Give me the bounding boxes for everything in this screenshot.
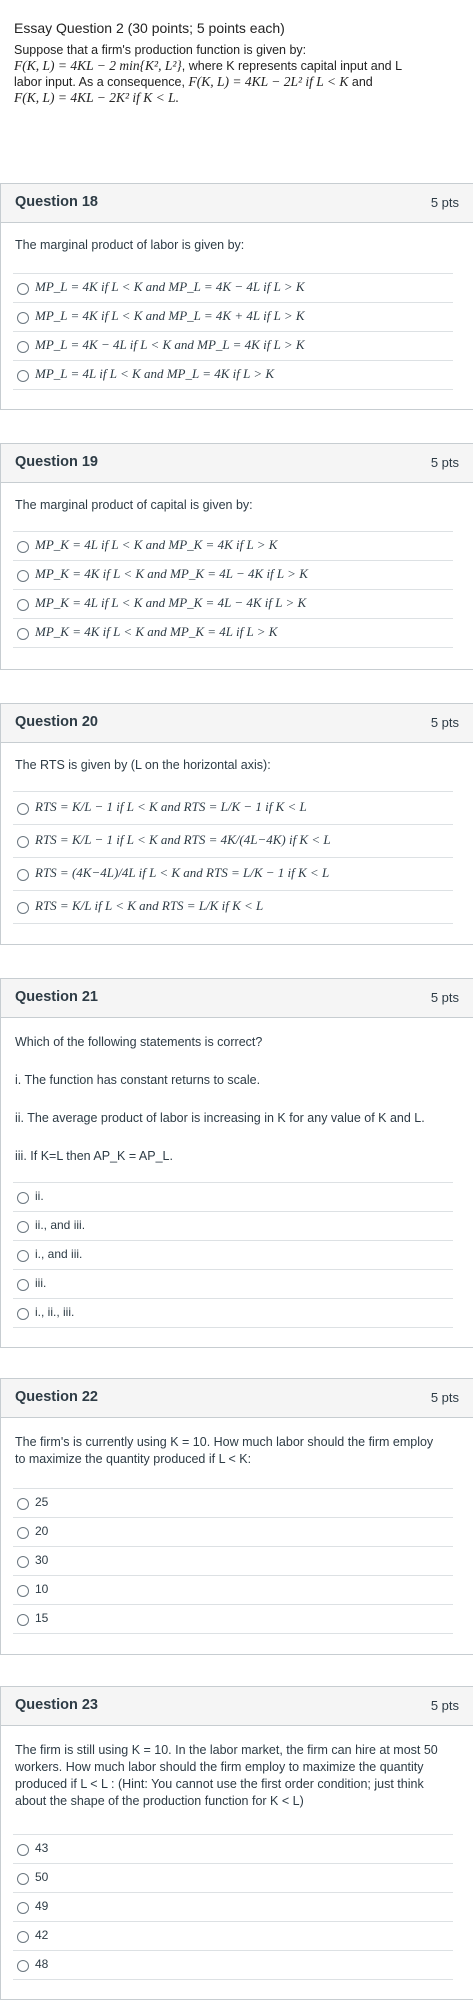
radio-button[interactable] xyxy=(17,1221,29,1233)
answer-label: MP_L = 4K if L < K and MP_L = 4K − 4L if L > K xyxy=(35,279,305,294)
radio-button[interactable] xyxy=(17,1192,29,1204)
answer-option[interactable] xyxy=(13,1921,453,1950)
answer-label: 50 xyxy=(35,1870,49,1884)
radio-button[interactable] xyxy=(17,1279,29,1291)
radio-button[interactable] xyxy=(17,1527,29,1539)
radio-button[interactable] xyxy=(17,803,29,815)
question-prompt: The marginal product of capital is given by: xyxy=(15,498,253,512)
radio-button[interactable] xyxy=(17,283,29,295)
radio-button[interactable] xyxy=(17,1585,29,1597)
radio-button[interactable] xyxy=(17,312,29,324)
essay-line-3-text: labor input. As a consequence, xyxy=(14,75,185,89)
question-21 xyxy=(0,978,473,1348)
answer-option[interactable] xyxy=(13,360,453,390)
answer-option[interactable] xyxy=(13,302,453,331)
statement-i: i. The function has constant returns to scale. xyxy=(15,1073,261,1087)
question-prompt: The firm's is currently using K = 10. How much labor should the firm employ to maximize the quantity produced if L < K: xyxy=(15,1435,434,1466)
answer-option[interactable] xyxy=(13,1834,453,1863)
question-points: 5 pts xyxy=(430,715,459,730)
radio-button[interactable] xyxy=(17,1844,29,1856)
radio-button[interactable] xyxy=(17,1873,29,1885)
answer-option[interactable] xyxy=(13,560,453,589)
answer-option[interactable] xyxy=(13,791,453,824)
essay-line-1: Suppose that a firm's production function is given by: xyxy=(14,43,307,57)
radio-button[interactable] xyxy=(17,902,29,914)
answer-label: ii., and iii. xyxy=(35,1218,86,1232)
question-prompt: The firm is still using K = 10. In the labor market, the firm can hire at most 50 workers. How much labor should the firm employ to maximize the quantity produced if L < L : (Hint: You cannot use the first order condition; just think about the shape of the production function for K < L) xyxy=(15,1743,438,1808)
answer-label: 48 xyxy=(35,1957,49,1971)
question-title: Question 23 xyxy=(15,1697,98,1713)
radio-button[interactable] xyxy=(17,570,29,582)
answer-option[interactable] xyxy=(13,824,453,857)
radio-button[interactable] xyxy=(17,628,29,640)
question-prompt: The RTS is given by (L on the horizontal axis): xyxy=(15,758,271,772)
answer-label: RTS = K/L if L < K and RTS = L/K if K < L xyxy=(35,898,264,913)
radio-button[interactable] xyxy=(17,1614,29,1626)
answer-option[interactable] xyxy=(13,618,453,648)
answer-option[interactable] xyxy=(13,1269,453,1298)
question-header xyxy=(1,444,473,483)
formula-l-less-k: F(K, L) = 4KL − 2L² if L < K xyxy=(188,74,349,89)
question-points: 5 pts xyxy=(430,455,459,470)
question-points: 5 pts xyxy=(430,1698,459,1713)
answer-label: 20 xyxy=(35,1524,49,1538)
essay-line-2 xyxy=(14,58,454,74)
answer-label: ii. xyxy=(35,1189,44,1203)
essay-line-3 xyxy=(14,74,454,90)
radio-button[interactable] xyxy=(17,341,29,353)
answer-option[interactable] xyxy=(13,857,453,890)
answer-label: 30 xyxy=(35,1553,49,1567)
answer-option[interactable] xyxy=(13,1517,453,1546)
question-19 xyxy=(0,443,473,670)
question-20 xyxy=(0,703,473,945)
question-title: Question 21 xyxy=(15,989,98,1005)
question-18 xyxy=(0,183,473,410)
answer-option[interactable] xyxy=(13,1575,453,1604)
essay-intro xyxy=(14,20,454,106)
question-23 xyxy=(0,1686,473,2000)
question-points: 5 pts xyxy=(430,1390,459,1405)
question-title: Question 22 xyxy=(15,1389,98,1405)
question-prompt: Which of the following statements is correct? xyxy=(15,1035,263,1049)
question-22 xyxy=(0,1378,473,1655)
answer-label: 10 xyxy=(35,1582,49,1596)
answer-option[interactable] xyxy=(13,1863,453,1892)
question-header xyxy=(1,1687,473,1726)
question-points: 5 pts xyxy=(430,195,459,210)
essay-line-4 xyxy=(14,90,454,106)
question-header xyxy=(1,979,473,1018)
answer-label: MP_L = 4K − 4L if L < K and MP_L = 4K if L > K xyxy=(35,337,305,352)
radio-button[interactable] xyxy=(17,599,29,611)
answer-option[interactable] xyxy=(13,1182,453,1211)
essay-line-2-text: , where K represents capital input and L xyxy=(181,59,403,73)
answer-option[interactable] xyxy=(13,1488,453,1517)
radio-button[interactable] xyxy=(17,1902,29,1914)
answer-option[interactable] xyxy=(13,1240,453,1269)
radio-button[interactable] xyxy=(17,1556,29,1568)
statement-iii: iii. If K=L then AP_K = AP_L. xyxy=(15,1149,173,1163)
radio-button[interactable] xyxy=(17,1250,29,1262)
question-points: 5 pts xyxy=(430,990,459,1005)
radio-button[interactable] xyxy=(17,370,29,382)
radio-button[interactable] xyxy=(17,869,29,881)
answer-label: 43 xyxy=(35,1841,49,1855)
answer-option[interactable] xyxy=(13,1546,453,1575)
answer-option[interactable] xyxy=(13,331,453,360)
answer-option[interactable] xyxy=(13,589,453,618)
radio-button[interactable] xyxy=(17,541,29,553)
question-header xyxy=(1,1379,473,1418)
answer-label: MP_L = 4K if L < K and MP_L = 4K + 4L if L > K xyxy=(35,308,305,323)
answer-option[interactable] xyxy=(13,1604,453,1634)
answer-option[interactable] xyxy=(13,1298,453,1328)
answer-label: 49 xyxy=(35,1899,49,1913)
question-prompt: The marginal product of labor is given by: xyxy=(15,238,245,252)
answer-label: MP_K = 4L if L < K and MP_K = 4L − 4K if L > K xyxy=(35,595,307,610)
answer-option[interactable] xyxy=(13,890,453,924)
radio-button[interactable] xyxy=(17,836,29,848)
answer-option[interactable] xyxy=(13,1950,453,1980)
answer-label: MP_K = 4K if L < K and MP_K = 4L − 4K if L > K xyxy=(35,566,308,581)
answer-label: MP_L = 4L if L < K and MP_L = 4K if L > K xyxy=(35,366,275,381)
radio-button[interactable] xyxy=(17,1960,29,1972)
question-title: Question 19 xyxy=(15,454,98,470)
answer-label: 25 xyxy=(35,1495,49,1509)
formula-k-less-l: F(K, L) = 4KL − 2K² if K < L. xyxy=(14,90,180,105)
statement-ii: ii. The average product of labor is increasing in K for any value of K and L. xyxy=(15,1111,425,1125)
question-title: Question 20 xyxy=(15,714,98,730)
radio-button[interactable] xyxy=(17,1931,29,1943)
essay-title: Essay Question 2 (30 points; 5 points each) xyxy=(14,20,285,36)
question-header xyxy=(1,704,473,743)
question-header xyxy=(1,184,473,223)
essay-line-3-end: and xyxy=(351,75,373,89)
answer-label: i., ii., iii. xyxy=(35,1305,75,1319)
answer-label: i., and iii. xyxy=(35,1247,83,1261)
question-title: Question 18 xyxy=(15,194,98,210)
radio-button[interactable] xyxy=(17,1308,29,1320)
answer-label: RTS = K/L − 1 if L < K and RTS = 4K/(4L−4K) if K < L xyxy=(35,832,331,847)
answer-label: RTS = K/L − 1 if L < K and RTS = L/K − 1 if K < L xyxy=(35,799,307,814)
answer-option[interactable] xyxy=(13,531,453,560)
production-function-formula: F(K, L) = 4KL − 2 min{K², L²} xyxy=(14,58,182,73)
answer-option[interactable] xyxy=(13,1211,453,1240)
answer-option[interactable] xyxy=(13,1892,453,1921)
answer-label: 42 xyxy=(35,1928,49,1942)
radio-button[interactable] xyxy=(17,1498,29,1510)
answer-label: MP_K = 4K if L < K and MP_K = 4L if L > K xyxy=(35,624,278,639)
answer-label: iii. xyxy=(35,1276,47,1290)
answer-label: 15 xyxy=(35,1611,49,1625)
answer-option[interactable] xyxy=(13,273,453,302)
answer-label: RTS = (4K−4L)/4L if L < K and RTS = L/K − 1 if K < L xyxy=(35,865,330,880)
answer-label: MP_K = 4L if L < K and MP_K = 4K if L > K xyxy=(35,537,278,552)
